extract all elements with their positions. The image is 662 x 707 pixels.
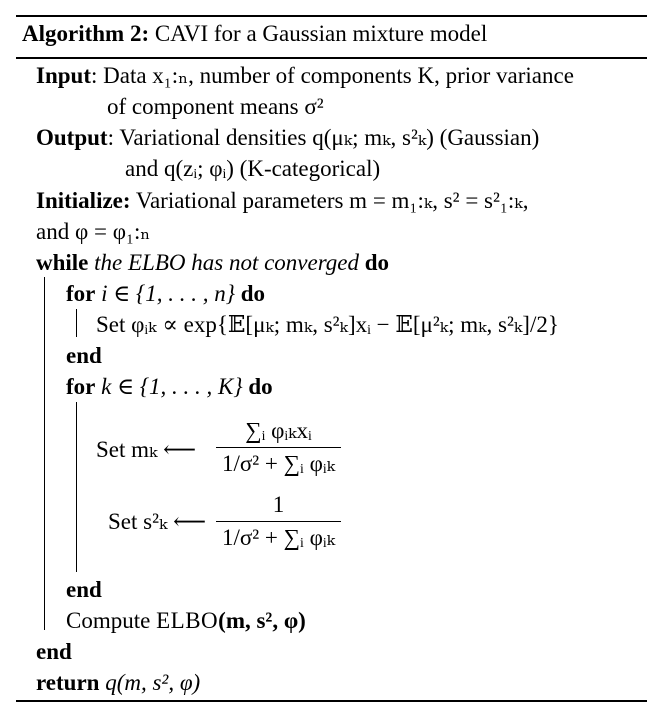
- end-for-i: [66, 344, 102, 367]
- output-line-2: [125, 157, 380, 180]
- output-text-2: and q(zᵢ; φᵢ) (K-categorical): [125, 156, 381, 181]
- set-m-label: Set mₖ ⟵: [96, 437, 197, 462]
- header-rule: [16, 57, 647, 59]
- initialize-text-2: and φ = φ₁:ₙ: [36, 219, 151, 244]
- set-s-lhs: [108, 510, 206, 533]
- algorithm-title: [22, 21, 487, 47]
- algorithm-label: Algorithm 2:: [22, 21, 150, 46]
- initialize-line-2: [36, 220, 150, 243]
- set-m-denominator: 1/σ² + ∑ᵢ φᵢₖ: [222, 451, 335, 477]
- input-text-1: : Data x₁:ₙ, number of components K, prior variance: [90, 63, 574, 88]
- set-phi-line: [96, 313, 559, 336]
- do-keyword: do: [240, 281, 265, 306]
- set-s-numerator: 1: [272, 492, 285, 517]
- top-rule: [16, 15, 647, 17]
- for-k-line: [66, 375, 273, 398]
- output-text-1: : Variational densities q(μₖ; mₖ, s²ₖ) (Gaussian): [107, 125, 540, 150]
- for-k-block-bar: [76, 402, 77, 572]
- compute-line: [66, 609, 306, 632]
- output-keyword: Output: [36, 125, 108, 150]
- initialize-text-1: Variational parameters m = m₁:ₖ, s² = s²₁:ₖ,: [135, 188, 529, 213]
- algorithm-name: CAVI for a Gaussian mixture model: [154, 21, 488, 46]
- set-m-numerator: ∑ᵢ φᵢₖxᵢ: [245, 418, 312, 443]
- end-while: [36, 640, 72, 663]
- set-m-fraction: [216, 418, 341, 477]
- set-s-denominator: 1/σ² + ∑ᵢ φᵢₖ: [222, 525, 335, 551]
- return-expression: q(m, s², φ): [105, 670, 201, 695]
- return-keyword: return: [36, 670, 100, 695]
- while-line: [36, 251, 389, 274]
- input-text-2: of component means σ²: [107, 94, 324, 119]
- for-k-range: k ∈ {1, . . . , K}: [101, 374, 243, 399]
- for-i-block-bar: [76, 309, 77, 337]
- input-line-2: [107, 95, 324, 118]
- output-line-1: [36, 126, 539, 149]
- set-phi-update: Set φᵢₖ ∝ exp{𝔼[μₖ; mₖ, s²ₖ]xᵢ − 𝔼[μ²ₖ; mₖ, s²ₖ]/2}: [96, 312, 559, 337]
- input-keyword: Input: [36, 63, 91, 88]
- input-line-1: [36, 64, 574, 87]
- end-keyword: end: [36, 639, 72, 664]
- compute-label: Compute: [66, 608, 151, 633]
- compute-args: (m, s², φ): [218, 608, 306, 633]
- set-s-fraction: [216, 492, 341, 551]
- for-keyword: for: [66, 281, 96, 306]
- return-line: [36, 671, 200, 694]
- end-keyword: end: [66, 343, 102, 368]
- set-m-lhs: [96, 438, 196, 461]
- do-keyword: do: [364, 250, 390, 275]
- for-keyword: for: [66, 374, 96, 399]
- while-keyword: while: [36, 250, 89, 275]
- for-i-line: [66, 282, 265, 305]
- initialize-keyword: Initialize:: [36, 188, 131, 213]
- set-s-label: Set s²ₖ ⟵: [108, 509, 207, 534]
- for-i-range: i ∈ {1, . . . , n}: [101, 281, 235, 306]
- end-for-k: [66, 578, 102, 601]
- while-block-bar: [44, 277, 45, 630]
- initialize-line-1: [36, 189, 528, 212]
- elbo-function: ELBO: [156, 608, 219, 633]
- bottom-rule: [16, 700, 647, 702]
- end-keyword: end: [66, 577, 102, 602]
- while-condition: the ELBO has not converged: [94, 250, 360, 275]
- do-keyword: do: [248, 374, 273, 399]
